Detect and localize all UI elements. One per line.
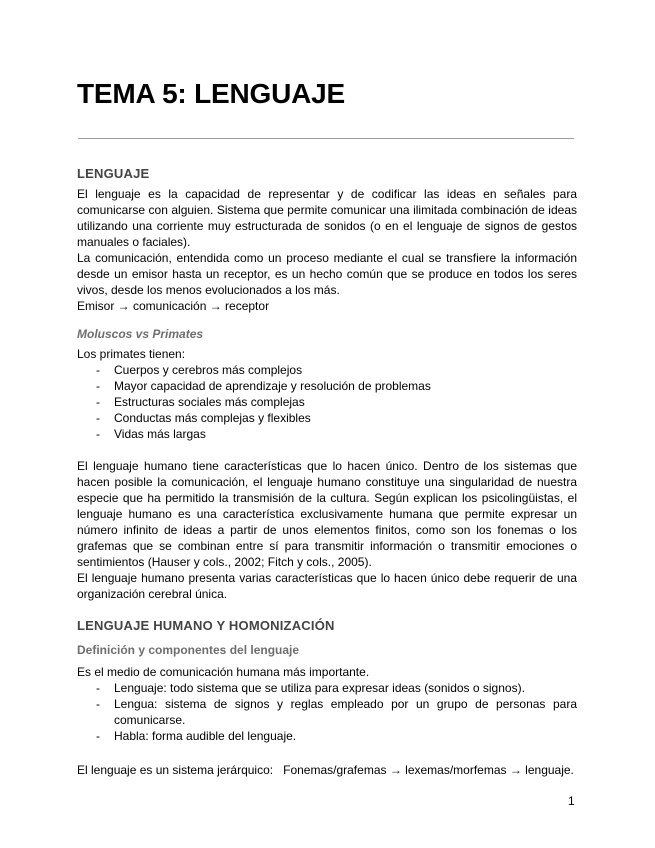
paragraph: El lenguaje es un sistema jerárquico: Fonemas/grafemas → lexemas/morfemas → lenguaje. bbox=[77, 763, 574, 777]
paragraph: El lenguaje humano presenta varias características que lo hacen único debe requerir de una organización cerebral única. bbox=[77, 571, 577, 601]
primates-list bbox=[77, 362, 577, 442]
paragraph: El lenguaje humano tiene características que lo hacen único. Dentro de los sistemas que hacen posible la comunicación, el lenguaje humano constituye una singularidad de nuestra especie que ha permitido la transmisión de la cultura. Según explican los psicolingüistas, el lenguaje humano es una característica exclusivamente humana que permite expresar un número infinito de ideas a partir de unos elementos finitos, como son los fonemas o los grafemas que se combinan entre sí para transmitir información o transmitir emociones o sentimientos (Hauser y cols., 2002; Fitch y cols., 2005). bbox=[77, 459, 577, 569]
subheading-definicion: Definición y componentes del lenguaje bbox=[77, 643, 300, 657]
list-intro: Los primates tienen: bbox=[77, 347, 186, 361]
document-body bbox=[77, 166, 577, 778]
title-divider bbox=[78, 138, 574, 139]
list-item: - Cuerpos y cerebros más complejos bbox=[77, 362, 577, 378]
list-item: - Lenguaje: todo sistema que se utiliza para expresar ideas (sonidos o signos). bbox=[77, 680, 577, 696]
list-item: - Vidas más largas bbox=[77, 426, 577, 442]
page-number: 1 bbox=[568, 794, 575, 808]
paragraph: El lenguaje es la capacidad de representar y de codificar las ideas en señales para comunicarse con alguien. Sistema que permite comunicar una ilimitada combinación de ideas utilizando una corriente muy estructurada de sonidos (o en el lenguaje de signos de gestos manuales o faciales). bbox=[77, 187, 577, 249]
paragraph: La comunicación, entendida como un proceso mediante el cual se transfiere la información desde un emisor hasta un receptor, es un hecho común que se produce en todos los seres vivos, desde los menos evolucionados a los más. bbox=[77, 251, 577, 297]
section-heading-lenguaje-humano: LENGUAJE HUMANO Y HOMONIZACIÓN bbox=[77, 618, 335, 633]
subheading-moluscos-primates: Moluscos vs Primates bbox=[77, 327, 204, 341]
paragraph: Emisor → comunicación → receptor bbox=[77, 299, 270, 313]
list-item: - Lengua: sistema de signos y reglas empleado por un grupo de personas para comunicarse. bbox=[77, 696, 577, 728]
definitions-list bbox=[77, 680, 577, 744]
list-item: - Conductas más complejas y flexibles bbox=[77, 410, 577, 426]
list-item: - Habla: forma audible del lenguaje. bbox=[77, 728, 577, 744]
list-intro: Es el medio de comunicación humana más importante. bbox=[77, 665, 370, 679]
section-heading-lenguaje: LENGUAJE bbox=[77, 166, 150, 181]
page-title: TEMA 5: LENGUAJE bbox=[77, 78, 346, 109]
list-item: - Mayor capacidad de aprendizaje y resolución de problemas bbox=[77, 378, 577, 394]
list-item: - Estructuras sociales más complejas bbox=[77, 394, 577, 410]
